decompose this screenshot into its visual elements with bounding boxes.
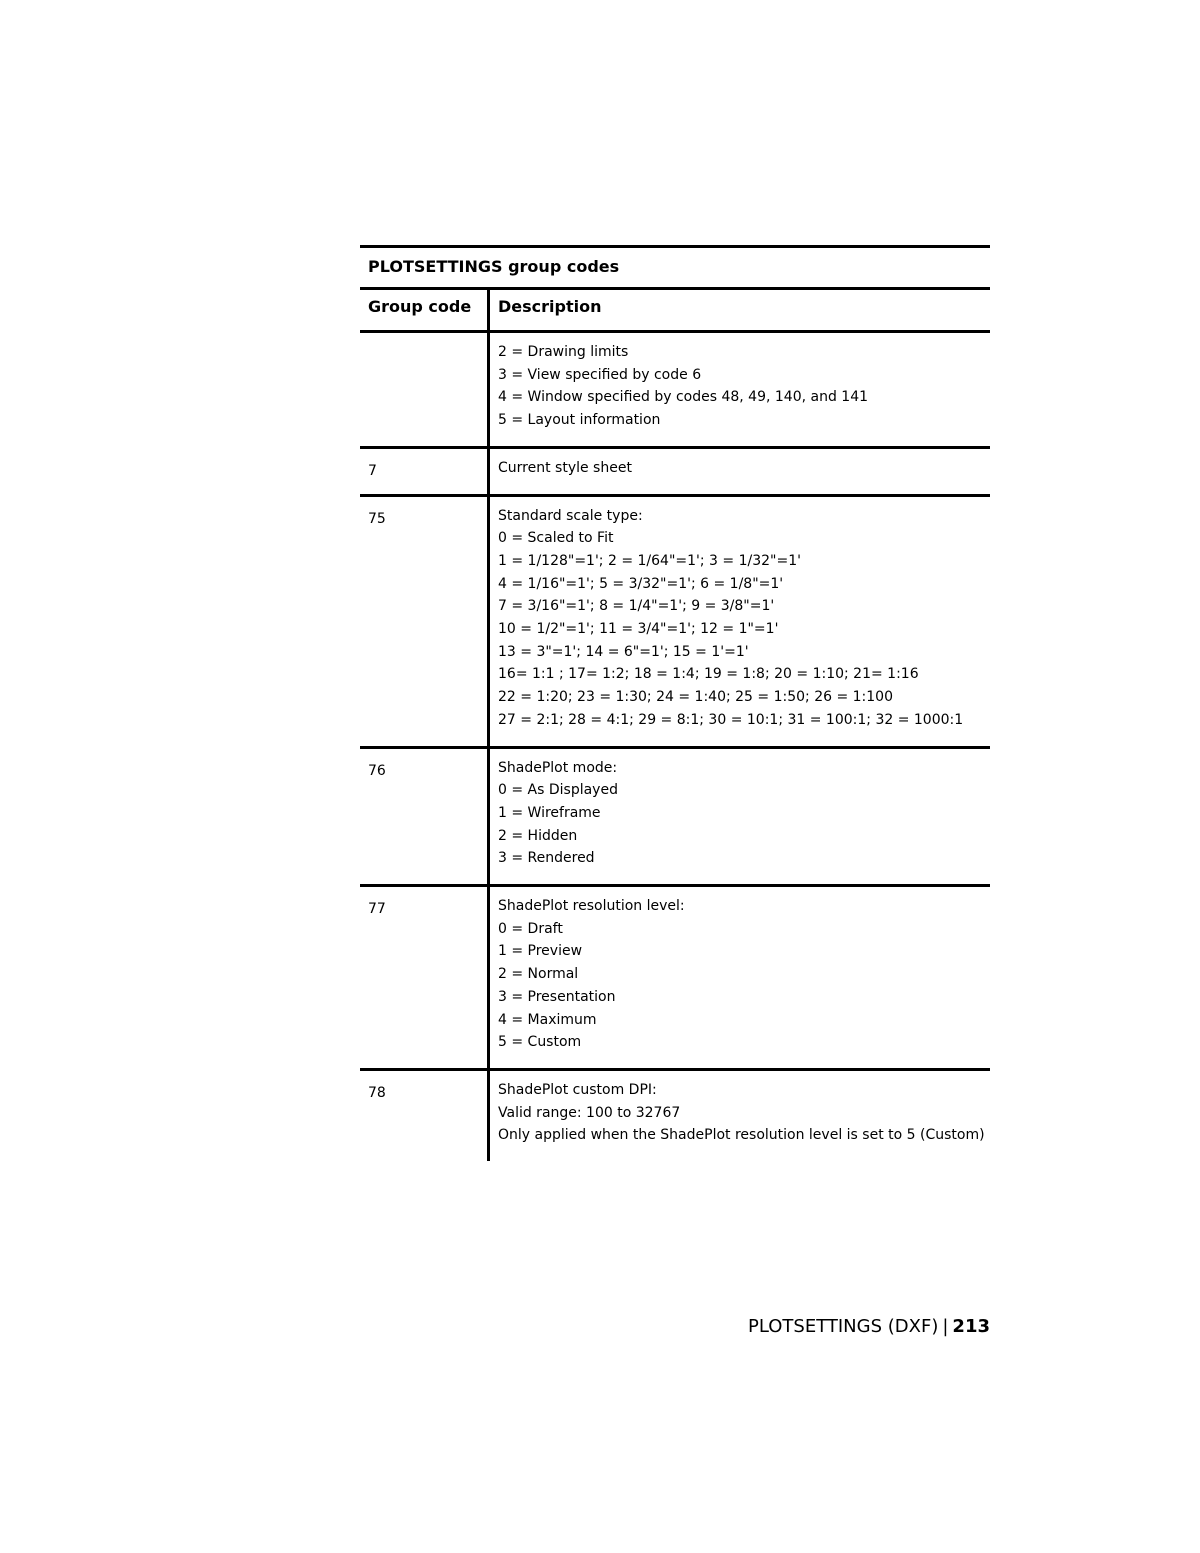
row-description xyxy=(490,449,990,494)
description-line: 10 = 1/2"=1'; 11 = 3/4"=1'; 12 = 1"=1' xyxy=(498,621,779,638)
table-row xyxy=(360,446,990,494)
description-line: 1 = 1/128"=1'; 2 = 1/64"=1'; 3 = 1/32"=1' xyxy=(498,552,801,569)
footer-section-title: PLOTSETTINGS (DXF) xyxy=(748,1316,939,1337)
description-line: 3 = Rendered xyxy=(498,850,595,867)
row-code: 76 xyxy=(360,749,490,885)
description-line: ShadePlot resolution level: xyxy=(498,898,685,915)
row-code: 7 xyxy=(360,449,490,494)
description-line: 0 = Scaled to Fit xyxy=(498,530,614,547)
table-row xyxy=(360,1068,990,1161)
description-line: 22 = 1:20; 23 = 1:30; 24 = 1:40; 25 = 1:50; 26 = 1:100 xyxy=(498,689,893,706)
row-description xyxy=(490,497,990,746)
row-description xyxy=(490,749,990,885)
description-line: 7 = 3/16"=1'; 8 = 1/4"=1'; 9 = 3/8"=1' xyxy=(498,598,775,615)
description-line: 2 = Normal xyxy=(498,966,579,983)
description-line: 5 = Layout information xyxy=(498,412,661,429)
row-code: 75 xyxy=(360,497,490,746)
description-line: 2 = Hidden xyxy=(498,827,578,844)
description-line: Current style sheet xyxy=(498,459,632,476)
description-line: ShadePlot mode: xyxy=(498,759,618,776)
row-description xyxy=(490,1071,990,1161)
description-line: 2 = Drawing limits xyxy=(498,344,629,360)
description-line: 0 = Draft xyxy=(498,920,563,937)
description-line: 3 = View specified by code 6 xyxy=(498,366,702,383)
description-line: 1 = Wireframe xyxy=(498,804,601,821)
group-codes-table xyxy=(360,245,990,1161)
row-description xyxy=(490,887,990,1068)
table-row xyxy=(360,884,990,1068)
description-line: ShadePlot custom DPI: xyxy=(498,1081,657,1098)
table-row xyxy=(360,330,990,446)
table-header-row xyxy=(360,287,990,330)
description-line: 4 = 1/16"=1'; 5 = 3/32"=1'; 6 = 1/8"=1' xyxy=(498,575,784,592)
description-line: 5 = Custom xyxy=(498,1034,582,1051)
description-line: Valid range: 100 to 32767 xyxy=(498,1104,681,1121)
row-code: 77 xyxy=(360,887,490,1068)
table-title: PLOTSETTINGS group codes xyxy=(360,245,990,287)
header-group-code: Group code xyxy=(360,290,490,330)
row-code: 78 xyxy=(360,1071,490,1161)
page-number: 213 xyxy=(952,1316,990,1337)
description-line: 4 = Window specified by codes 48, 49, 140, and 141 xyxy=(498,389,869,406)
description-line: Standard scale type: xyxy=(498,507,643,524)
description-line: 27 = 2:1; 28 = 4:1; 29 = 8:1; 30 = 10:1; 31 = 100:1; 32 = 1000:1 xyxy=(498,711,964,728)
description-line: Only applied when the ShadePlot resolution level is set to 5 (Custom) xyxy=(498,1127,985,1144)
header-description: Description xyxy=(498,297,602,316)
description-line: 16= 1:1 ; 17= 1:2; 18 = 1:4; 19 = 1:8; 20 = 1:10; 21= 1:16 xyxy=(498,666,919,683)
description-line: 1 = Preview xyxy=(498,943,583,960)
table-row xyxy=(360,494,990,746)
description-line: 3 = Presentation xyxy=(498,988,616,1005)
description-line: 13 = 3"=1'; 14 = 6"=1'; 15 = 1'=1' xyxy=(498,643,749,660)
row-description xyxy=(490,333,990,446)
description-line: 0 = As Displayed xyxy=(498,782,618,799)
table-row xyxy=(360,746,990,885)
footer-separator: | xyxy=(942,1316,949,1337)
page-footer xyxy=(748,1316,990,1337)
row-code xyxy=(360,333,490,446)
description-line: 4 = Maximum xyxy=(498,1011,597,1028)
